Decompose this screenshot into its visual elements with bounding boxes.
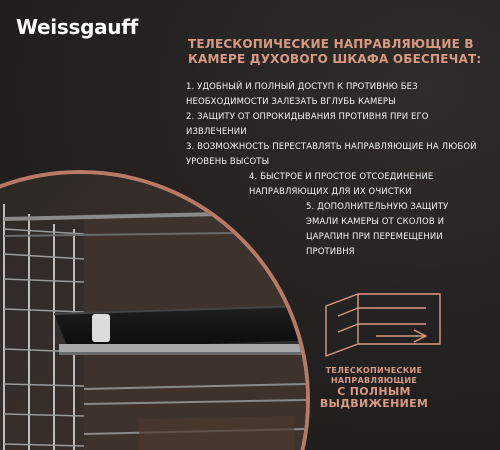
telescopic-rail-icon	[316, 288, 446, 358]
oven-interior-illustration	[0, 174, 306, 450]
oven-interior-photo	[0, 170, 310, 450]
feature-line: ИЗВЛЕЧЕНИИ	[186, 127, 247, 137]
heading	[188, 37, 488, 67]
feature-line: УРОВЕНЬ ВЫСОТЫ	[186, 157, 270, 167]
feature-5	[306, 200, 448, 260]
heading-line: КАМЕРЕ ДУХОВОГО ШКАФА ОБЕСПЕЧАТ:	[188, 52, 482, 66]
feature-4	[249, 170, 433, 200]
feature-line: НЕОБХОДИМОСТИ ЗАЛЕЗАТЬ ВГЛУБЬ КАМЕРЫ	[186, 97, 396, 107]
brand-logo: Weissgauff	[16, 15, 139, 39]
feature-line: ЭМАЛИ КАМЕРЫ ОТ СКОЛОВ И	[306, 217, 445, 227]
feature-line: НАПРАВЛЯЮЩИХ ДЛЯ ИХ ОЧИСТКИ	[249, 187, 412, 197]
feature-line: 1. УДОБНЫЙ И ПОЛНЫЙ ДОСТУП К ПРОТИВНЮ БЕЗ	[186, 82, 418, 92]
feature-3	[186, 140, 477, 170]
feature-line: 3. ВОЗМОЖНОСТЬ ПЕРЕСТАВЛЯТЬ НАПРАВЛЯЮЩИЕ НА ЛЮБОЙ	[186, 142, 477, 152]
caption-line: С ПОЛНЫМ	[337, 385, 411, 398]
rail-caption	[300, 366, 448, 410]
feature-1	[186, 80, 418, 110]
feature-line: 2. ЗАЩИТУ ОТ ОПРОКИДЫВАНИЯ ПРОТИВНЯ ПРИ ЕГО	[186, 112, 429, 122]
caption-line: ВЫДВИЖЕНИЕМ	[319, 397, 429, 410]
feature-line: ЦАРАПИН ПРИ ПЕРЕМЕЩЕНИИ	[306, 232, 443, 242]
caption-line: НАПРАВЛЯЮЩИЕ	[330, 376, 418, 385]
heading-line: ТЕЛЕСКОПИЧЕСКИЕ НАПРАВЛЯЮЩИЕ В	[188, 37, 474, 51]
feature-line: 4. БЫСТРОЕ И ПРОСТОЕ ОТСОЕДИНЕНИЕ	[249, 172, 434, 182]
feature-line: ПРОТИВНЯ	[306, 247, 355, 257]
feature-2	[186, 110, 429, 140]
caption-line: ТЕЛЕСКОПИЧЕСКИЕ	[325, 366, 423, 375]
feature-line: 5. ДОПОЛНИТЕЛЬНУЮ ЗАЩИТУ	[306, 202, 449, 212]
